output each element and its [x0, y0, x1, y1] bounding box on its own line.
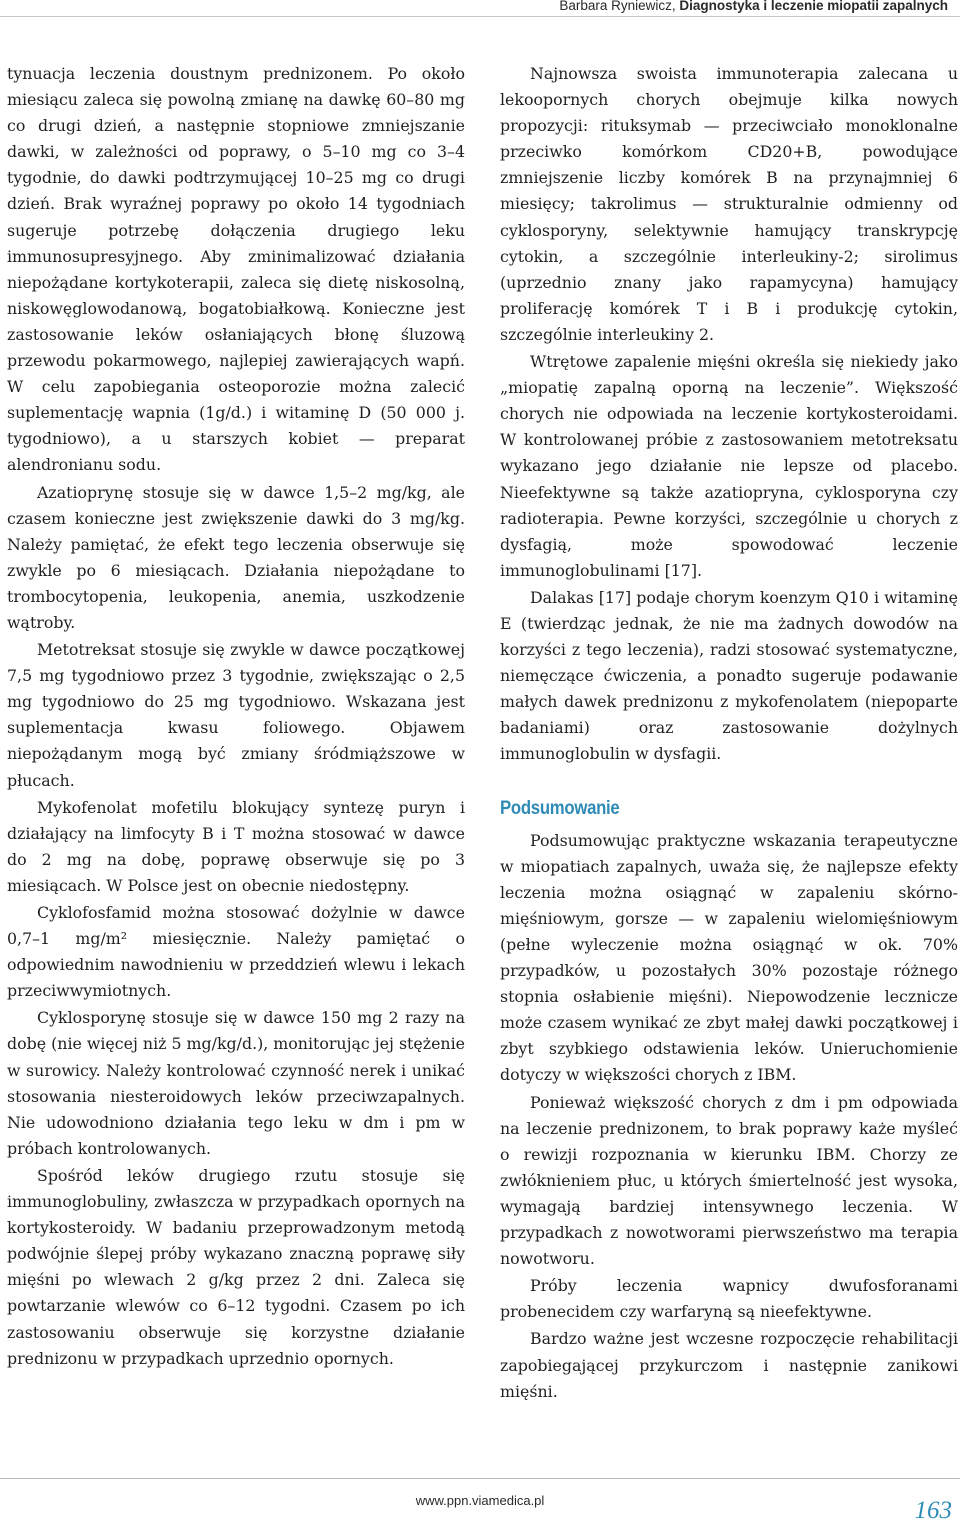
paragraph-cyclophosphamide: Cyklofosfamid można stosować dożylnie w dawce 0,7–1 mg/m² miesięcznie. Należy pamiętać o odpowiednim nawodnieniu w przeddzień wlewu i lekach przeciwwymiotnych.: [7, 903, 465, 1001]
paragraph-summary-3: Próby leczenia wapnicy dwufosforanami probenecidem czy warfaryną są nieefektywne.: [500, 1276, 958, 1322]
paragraph-azathioprine: Azatioprynę stosuje się w dawce 1,5–2 mg/kg, ale czasem konieczne jest zwiększenie dawki do 3 mg/kg. Należy pamiętać, że efekt tego leczenia obserwuje się zwykle po 6 miesiącach. Działania niepożądane to trombocytopenia, leukopenia, anemia, uszkodzenie wątroby.: [7, 482, 465, 632]
section-heading-summary: Podsumowanie: [500, 797, 620, 819]
paragraph-new-immunotherapy: Najnowsza swoista immunoterapia zalecana u lekoopornych chorych obejmuje kilka nowych propozycji: rituksymab — przeciwciało monoklonalne przeciwko komórkom CD20+B, powodujące zmniejszenie liczby komórek B na przynajmniej 6 miesięcy; takrolimus — strukturalnie odmienny od cyklosporyny, selektywnie hamujący transkrypcję cytokin, a szczególnie interleukiny-2; sirolimus (uprzednio znany jako rapamycyna) hamujący proliferację komórek T i B i produkcję cytokin, szczególnie interleukiny 2.: [500, 64, 958, 344]
footer-url: www.ppn.viamedica.pl: [415, 1493, 545, 1508]
paragraph-inclusion-body-myositis: Wtrętowe zapalenie mięśni określa się niekiedy jako „miopatię zapalną oporną na leczenie”. Większość chorych nie odpowiada na leczenie kortykosteroidami. W kontrolowanej próbie z zastosowaniem metotreksatu wykazano jego działanie nie lepsze od placebo. Nieefektywne są także azatiopryna, cyklosporyna czy radioterapia. Pewne korzyści, szczególnie u chorych z dysfagią, może spowodować leczenie immunoglobulinami [17].: [500, 352, 958, 580]
paragraph-cyclosporine: Cyklosporynę stosuje się w dawce 150 mg 2 razy na dobę (nie więcej niż 5 mg/kg/d.), monitorując jej stężenie w surowicy. Należy kontrolować czynność nerek i unikać stosowania niesteroidowych leków przeciwzapalnych. Nie udowodniono działania tego leku w dm i pm w próbach kontrolowanych.: [7, 1008, 466, 1158]
paragraph-summary-2: Ponieważ większość chorych z dm i pm odpowiada na leczenie prednizonem, to brak poprawy każe myśleć o rewizji rozpoznania w kierunku IBM. Chorzy ze zwłóknieniem płuc, u których śmiertelność jest wysoka, wymagają bardziej intensywnego leczenia. W przypadkach z nowotworami pierwszeństwo ma terapia nowotworu.: [500, 1092, 958, 1269]
paragraph-summary-4: Bardzo ważne jest wczesne rozpoczęcie rehabilitacji zapobiegającej przykurczom i następnie zanikowi mięśni.: [500, 1329, 958, 1401]
paragraph-summary-1: Podsumowując praktyczne wskazania terapeutyczne w miopatiach zapalnych, uważa się, że najlepsze efekty leczenia można osiągnąć w zapaleniu skórno-mięśniowym, gorsze — w zapaleniu wielomięśniowym (pełne wyleczenie można osiągnąć w ok. 70% przypadków, u pozostałych 30% pozostaje różnego stopnia osłabienie mięśni). Niepowodzenie lecznicze może czasem wynikać ze zbyt małej dawki początkowej i zbyt szybkiego odstawienia leków. Unieruchomienie dotyczy w większości chorych z IBM.: [500, 830, 958, 1085]
running-head-authors: Barbara Ryniewicz,: [559, 0, 676, 13]
paragraph-dalakas: Dalakas [17] podaje chorym koenzym Q10 i witaminę E (twierdząc jednak, że nie ma żadnych dowodów na korzyści z tego leczenia), radzi stosować systematyczne, niemęczące ćwiczenia, a ponadto sugeruje podawanie małych dawek prednizonu z mykofenolatem (niepoparte badaniami) oraz zastosowanie dożylnych immunoglobulin w dysfagii.: [500, 587, 958, 764]
paragraph-methotrexate: Metotreksat stosuje się zwykle w dawce początkowej 7,5 mg tygodniowo przez 3 tygodnie, zwiększając o 2,5 mg tygodniowo do 25 mg tygodniowo. Wskazana jest suplementacja kwasu foliowego. Objawem niepożądanym mogą być zmiany śródmiąższowe w płucach.: [7, 640, 465, 790]
running-head-text: [559, 0, 948, 13]
paragraph-prednisone-continuation: tynuacja leczenia doustnym prednizonem. Po około miesiącu zaleca się powolną zmianę na dawkę 60–80 mg co drugi dzień, a następnie stopniowe zmniejszanie dawki, w zależności od poprawy, o 5–10 mg co 3–4 tygodnie, do dawki podtrzymującej 10–25 mg co drugi dzień. Brak wyraźnej poprawy po około 14 tygodniach sugeruje potrzebę dołączenia drugiego leku immunosupresyjnego. Aby zminimalizować działania niepożądane kortykoterapii, zaleca się dietę niskosolną, niskowęglowodanową, bogatobiałkową. Konieczne jest zastosowanie leków osłaniających błonę śluzową przewodu pokarmowego, najlepiej zawierających wapń. W celu zapobiegania osteoporozie można zalecić suplementację wapnia (1g/d.) i witaminę D (50 000 j. tygodniowo), a u starszych kobiet — preparat alendronianu sodu.: [7, 64, 465, 475]
left-column: [7, 61, 465, 1373]
paragraph-immunoglobulins: Spośród leków drugiego rzutu stosuje się immunoglobuliny, zwłaszcza w przypadkach opornych na kortykosteroidy. W badaniu przeprowadzonym metodą podwójnie ślepej próby wykazano znaczną poprawę siły mięśni po wlewach 2 g/kg przez 2 dni. Zaleca się powtarzanie wlewów co 6–12 tygodni. Czasem po ich zastosowaniu obserwuje się korzystne działanie prednizonu w przypadkach uprzednio opornych.: [7, 1165, 465, 1368]
page-number: 163: [914, 1497, 952, 1524]
running-head: [0, 0, 960, 17]
right-column: [500, 61, 958, 1406]
paragraph-mycophenolate: Mykofenolat mofetilu blokujący syntezę puryn i działający na limfocyty B i T można stosować w dawce do 2 mg na dobę, poprawę obserwuje się po 3 miesiącach. W Polsce jest on obecnie niedostępny.: [7, 797, 465, 895]
footer-divider: [0, 1478, 960, 1479]
running-head-title: Diagnostyka i leczenie miopatii zapalnych: [679, 0, 948, 13]
